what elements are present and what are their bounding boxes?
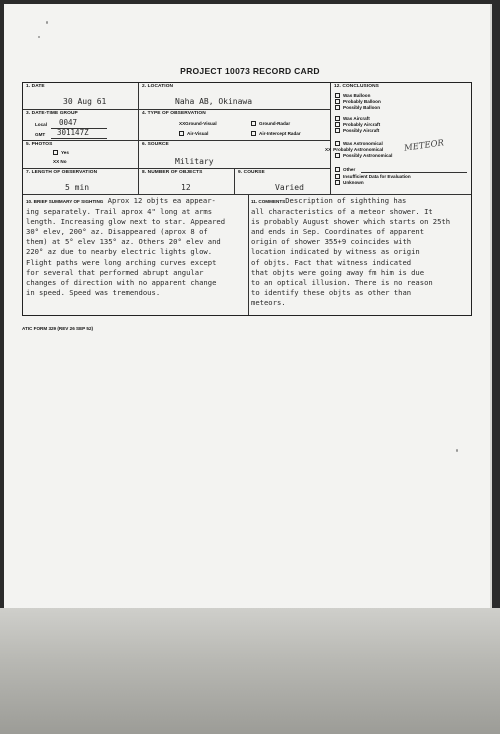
conclusion-option: Possibly Aircraft <box>335 128 379 133</box>
conclusions-cell <box>325 83 471 195</box>
summary-line: changes of direction with no apparent change <box>26 277 217 287</box>
comments-line: Description of sighthing has <box>285 196 407 205</box>
checkbox-icon <box>335 122 340 127</box>
comments-line: and ends in Sep. Coordinates of apparent <box>251 227 425 237</box>
length-label: 7. LENGTH OF OBSERVATION <box>26 170 98 175</box>
air-visual-option: Air-Visual <box>179 131 208 136</box>
conclusion-option: Was Balloon <box>335 93 370 98</box>
checkbox-icon <box>335 167 340 172</box>
conclusion-option: Was Aircraft <box>335 116 370 121</box>
comments-line: is probably August shower which starts on 25th <box>251 217 451 227</box>
course-cell <box>235 169 331 195</box>
checkbox-icon <box>53 150 58 155</box>
source-cell <box>139 141 331 169</box>
checkbox-icon <box>335 93 340 98</box>
summary-line: for several that performed abrupt angular <box>26 267 204 277</box>
observation-type-label: 4. TYPE OF OBSERVATION <box>142 111 206 116</box>
conclusion-option: Was Astronomical <box>335 141 383 146</box>
conclusion-option: Insufficient Data for Evaluation <box>335 174 411 179</box>
objects-count-label: 8. NUMBER OF OBJECTS <box>142 170 203 175</box>
date-cell <box>23 83 139 110</box>
summary-line: length. Increasing glow next to star. Appeared <box>26 217 226 227</box>
checkbox-icon <box>335 105 340 110</box>
checkbox-icon <box>335 174 340 179</box>
summary-text <box>26 196 225 298</box>
ground-radar-option: Ground-Radar <box>251 121 290 126</box>
conclusion-option: Other <box>335 167 355 172</box>
summary-line: 30° elev, 200° az. Disappeared (aprox 8 of <box>26 227 208 237</box>
form-number: ATIC FORM 329 (REV 26 SEP 52) <box>22 326 94 331</box>
objects-count-cell <box>139 169 235 195</box>
conclusion-option: Probably Aircraft <box>335 122 380 127</box>
conclusion-option: Probably Balloon <box>335 99 381 104</box>
datetime-label: 3. DATE-TIME GROUP <box>26 111 78 116</box>
conclusion-option: Possibly Balloon <box>335 105 380 110</box>
scan-speck <box>456 449 458 452</box>
conclusion-option: Unknown <box>335 180 364 185</box>
course-label: 9. COURSE <box>238 170 265 175</box>
scan-speck <box>38 36 40 38</box>
summary-label: 10. BRIEF SUMMARY OF SIGHTING <box>26 199 104 204</box>
checkbox-icon <box>251 131 256 136</box>
checkbox-icon <box>335 141 340 146</box>
checkbox-icon <box>335 153 340 158</box>
location-value: Naha AB, Okinawa <box>175 97 253 106</box>
check-mark: XX <box>325 147 332 152</box>
photos-no-option: XX No <box>53 159 67 164</box>
location-label: 2. LOCATION <box>142 84 174 89</box>
summary-line: in speed. Speed was tremendous. <box>26 287 161 297</box>
checkbox-icon <box>251 121 256 126</box>
objects-count-value: 12 <box>181 183 191 192</box>
checkbox-icon <box>335 99 340 104</box>
summary-cell <box>23 195 249 315</box>
length-cell <box>23 169 139 195</box>
checkbox-icon <box>179 131 184 136</box>
comments-line: location indicated by witness as origin <box>251 247 420 257</box>
source-label: 6. SOURCE <box>142 142 169 147</box>
comments-text <box>251 196 450 308</box>
summary-line: them) at 5° elev 135° az. Others 20° elev and <box>26 237 221 247</box>
course-value: Varied <box>275 183 304 192</box>
observation-type-cell <box>139 110 331 141</box>
summary-line: Aprox 12 objts ea appear- <box>107 196 216 205</box>
date-label: 1. DATE <box>26 84 45 89</box>
conclusion-option: Possibly Astronomical <box>335 153 392 158</box>
photos-label: 5. PHOTOS <box>26 142 53 147</box>
summary-line: ing separately. Trail aprox 4" long at arms <box>26 207 213 217</box>
handwritten-note: METEOR <box>403 138 445 154</box>
comments-line: to an optical illusion. There is no reason <box>251 277 433 287</box>
comments-line: meteors. <box>251 297 286 307</box>
gmt-underline <box>51 138 107 139</box>
comments-line: that objts were going away fm him is due <box>251 267 425 277</box>
local-label: Local <box>35 122 47 127</box>
air-intercept-radar-option: Air-Intercept Radar <box>251 131 301 136</box>
lower-page-edge <box>0 608 500 734</box>
card-title: PROJECT 10073 RECORD CARD <box>180 66 320 76</box>
location-cell <box>139 83 331 110</box>
source-value: Military <box>175 157 214 166</box>
checkbox-icon <box>335 116 340 121</box>
photos-cell <box>23 141 139 169</box>
comments-line: to identify these objts as other than <box>251 287 412 297</box>
local-value: 0047 <box>59 118 78 127</box>
other-underline <box>361 172 467 173</box>
gmt-value: 301147Z <box>57 128 89 137</box>
summary-line: 220° az due to nearby electric lights glow. <box>26 247 213 257</box>
conclusions-label: 12. CONCLUSIONS <box>334 84 379 89</box>
comments-line: origin of shower 355+9 coincides with <box>251 237 412 247</box>
comments-label: 11. COMMENTS <box>251 199 286 204</box>
conclusion-option-checked: XX Probably Astronomical <box>325 147 384 152</box>
ground-visual-option: XXGround-Visual <box>179 121 217 126</box>
comments-line: all characteristics of a meteor shower. It <box>251 207 433 217</box>
gmt-label: GMT <box>35 132 46 137</box>
comments-line: of objts. Fact that witness indicated <box>251 257 412 267</box>
record-card <box>22 82 472 316</box>
checkbox-icon <box>335 128 340 133</box>
length-value: 5 min <box>65 183 90 192</box>
summary-line: Flight paths were long arching curves except <box>26 257 217 267</box>
photos-yes-option: Yes <box>53 150 69 155</box>
scan-speck <box>46 21 48 24</box>
checkbox-icon <box>335 180 340 185</box>
comments-cell <box>249 195 471 315</box>
date-value: 30 Aug 61 <box>63 97 107 106</box>
datetime-cell <box>23 110 139 141</box>
